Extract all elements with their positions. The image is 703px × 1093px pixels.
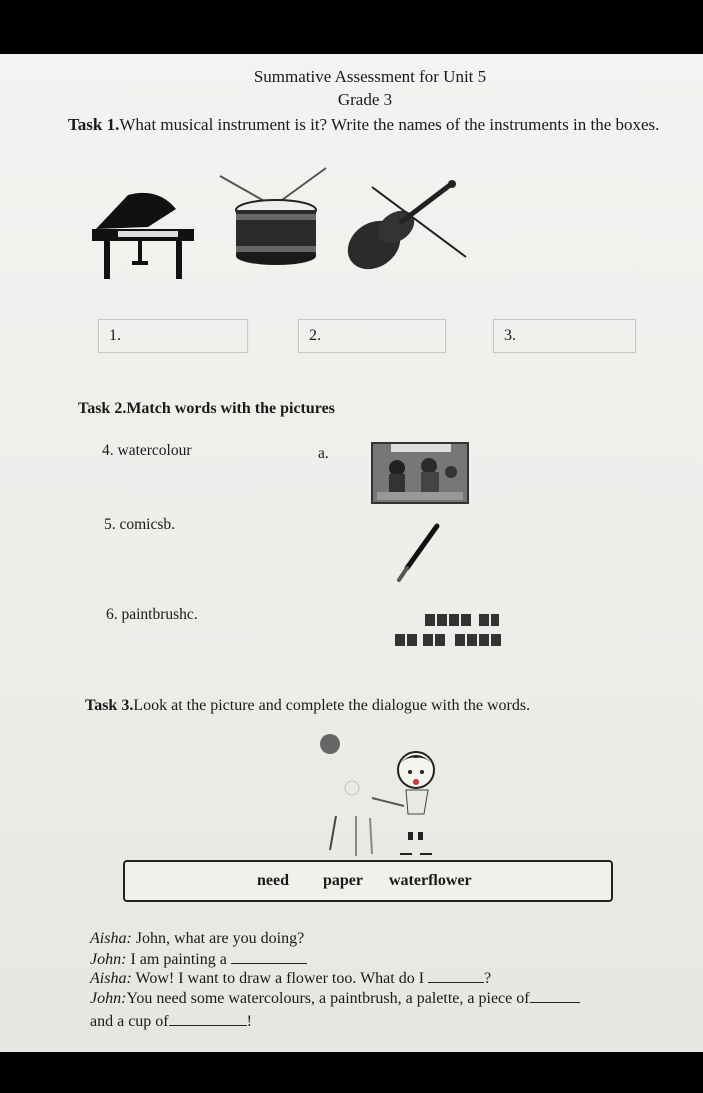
answer-blank-1[interactable] — [231, 949, 307, 964]
dialogue-speaker: John: — [90, 951, 127, 968]
task1-label: Task 1. — [68, 115, 120, 134]
task3-instructions — [85, 697, 530, 715]
answer-box-2-label: 2. — [309, 327, 321, 344]
answer-box-3-label: 3. — [504, 327, 516, 344]
word-bank-item: paper — [323, 872, 363, 889]
dialogue-text: John, what are you doing? — [131, 930, 305, 947]
paintbrush-picture — [393, 522, 443, 584]
word-bank-item: need — [257, 872, 289, 889]
dialogue-tail: ? — [484, 970, 492, 987]
dialogue-speaker: Aisha: — [90, 930, 132, 947]
dialogue-line-3 — [90, 968, 491, 989]
answer-box-3[interactable] — [493, 319, 636, 353]
worksheet-grade: Grade 3 — [337, 90, 393, 109]
drum-picture — [218, 164, 333, 274]
dialogue-speaker: John: — [90, 990, 127, 1007]
match-word-5: 5. comicsb. — [104, 516, 176, 533]
answer-box-1-label: 1. — [109, 327, 121, 344]
dialogue-line-5 — [90, 1011, 252, 1032]
grand-piano-picture — [88, 189, 198, 284]
dialogue-text: You need some watercolours, a paintbrush, a palette, a piece of — [126, 990, 530, 1007]
dialogue-speaker: Aisha: — [90, 970, 132, 987]
dialogue-tail: ! — [246, 1013, 252, 1030]
match-picture-a-label: a. — [318, 445, 329, 462]
worksheet-page — [0, 54, 703, 1052]
worksheet-title: Summative Assessment for Unit 5 — [253, 67, 487, 86]
dialogue-line-4 — [90, 988, 580, 1009]
word-bank — [123, 860, 613, 902]
answer-box-1[interactable] — [98, 319, 248, 353]
dialogue-line-2 — [90, 949, 307, 970]
word-bank-item: waterflower — [389, 872, 472, 889]
task1-instructions — [68, 114, 678, 136]
comic-picture — [371, 442, 469, 504]
match-word-4: 4. watercolour — [102, 442, 192, 459]
violin-picture — [340, 179, 475, 279]
dialogue-text: I am painting a — [126, 951, 231, 968]
answer-blank-3[interactable] — [530, 988, 580, 1003]
dialogue-line-1 — [90, 929, 304, 949]
task3-label: Task 3. — [85, 697, 134, 714]
answer-box-2[interactable] — [298, 319, 446, 353]
dialogue-text: and a cup of — [90, 1013, 169, 1030]
answer-blank-2[interactable] — [428, 968, 484, 983]
task2-heading: Task 2.Match words with the pictures — [78, 400, 335, 417]
task3-text: Look at the picture and complete the dialogue with the words. — [133, 697, 531, 714]
answer-blank-4[interactable] — [169, 1011, 247, 1026]
match-word-6: 6. paintbrushc. — [106, 606, 198, 623]
task1-text: What musical instrument is it? Write the names of the instruments in the boxes. — [119, 115, 660, 134]
dialogue-text: Wow! I want to draw a flower too. What do I — [131, 970, 429, 987]
boy-painting-picture — [316, 732, 446, 860]
watercolour-palette-picture — [393, 612, 503, 652]
